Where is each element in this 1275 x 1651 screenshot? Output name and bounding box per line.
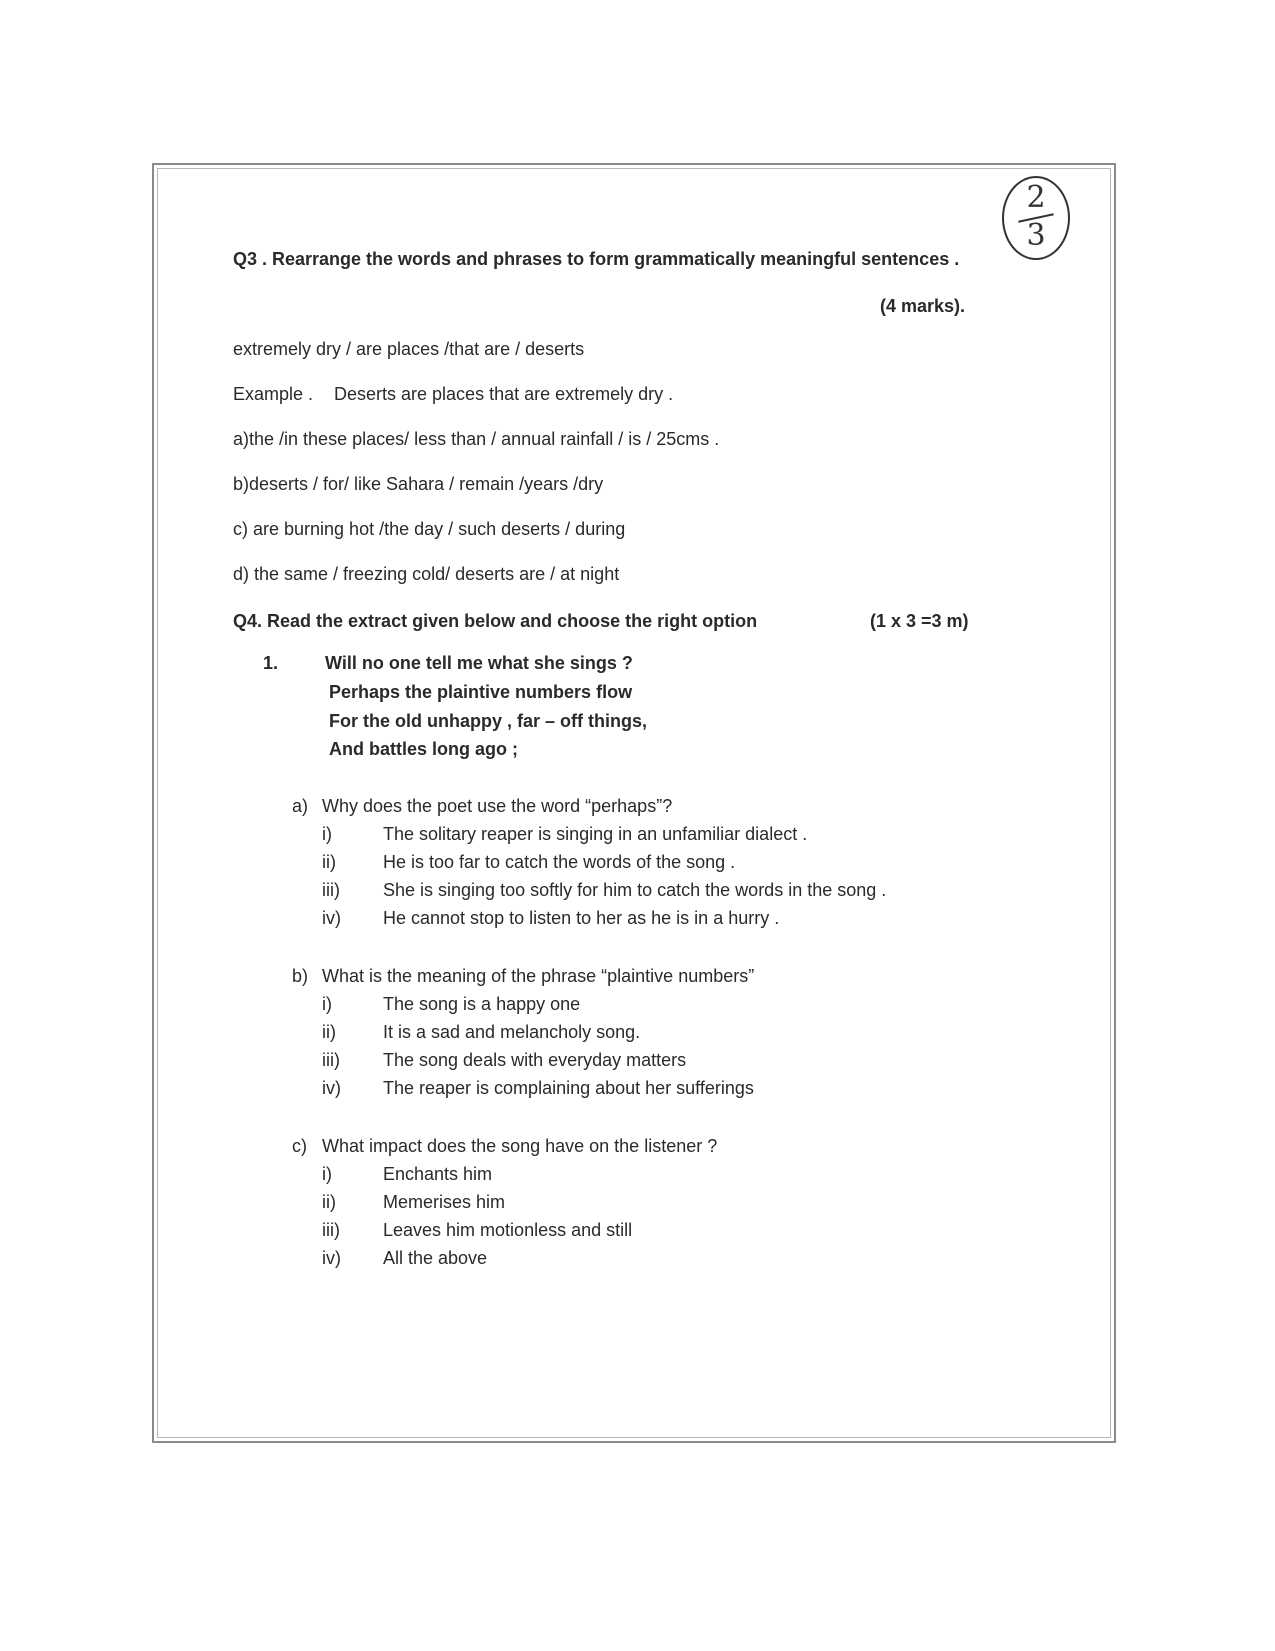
option-number: iii) [322,1050,340,1070]
option-text: It is a sad and melancholy song. [383,1022,641,1042]
option-text: She is singing too softly for him to catch the words in the song . [383,880,887,900]
option-text: He cannot stop to listen to her as he is in a hurry . [383,908,780,928]
option-number: iv) [322,1078,341,1098]
poem-line: Perhaps the plaintive numbers flow [329,682,633,702]
poem-line: Will no one tell me what she sings ? [325,653,633,673]
option-number: i) [322,1164,332,1184]
q3-prompt: extremely dry / are places /that are / deserts [233,339,585,359]
q3-marks: (4 marks). [880,296,966,316]
q3-example-text: Deserts are places that are extremely dry . [334,384,674,404]
q3-item: d) the same / freezing cold/ deserts are / at night [233,564,620,584]
option-text: The reaper is complaining about her sufferings [383,1078,754,1098]
q4-marks: (1 x 3 =3 m) [870,611,969,631]
option-number: i) [322,824,332,844]
extract-number: 1. [263,653,279,673]
question-label: b) [292,966,309,986]
question-label: c) [292,1136,307,1156]
q3-item: a)the /in these places/ less than / annual rainfall / is / 25cms . [233,429,720,449]
option-text: He is too far to catch the words of the song . [383,852,736,872]
option-number: iii) [322,880,340,900]
option-text: All the above [383,1248,488,1268]
page-number: 2 [1026,180,1046,215]
q3-example-label: Example . [233,384,314,404]
option-text: The song is a happy one [383,994,581,1014]
option-text: The song deals with everyday matters [383,1050,687,1070]
page-number-mark [1002,176,1070,260]
option-number: iv) [322,908,341,928]
option-number: iv) [322,1248,341,1268]
option-number: ii) [322,1022,336,1042]
poem-line: For the old unhappy , far – off things, [329,711,647,731]
option-number: i) [322,994,332,1014]
q3-title: Q3 . Rearrange the words and phrases to form grammatically meaningful sentences . [233,249,960,269]
question-text: What is the meaning of the phrase “plaintive numbers” [322,966,755,986]
poem-line: And battles long ago ; [329,739,518,759]
q3-item: b)deserts / for/ like Sahara / remain /years /dry [233,474,604,494]
option-number: iii) [322,1220,340,1240]
option-number: ii) [322,852,336,872]
question-text: Why does the poet use the word “perhaps”? [322,796,673,816]
q3-item: c) are burning hot /the day / such deserts / during [233,519,626,539]
option-text: The solitary reaper is singing in an unfamiliar dialect . [383,824,808,844]
option-text: Leaves him motionless and still [383,1220,633,1240]
page-total: 3 [1026,218,1046,253]
q4-title: Q4. Read the extract given below and choose the right option [233,611,758,631]
question-label: a) [292,796,309,816]
option-number: ii) [322,1192,336,1212]
question-text: What impact does the song have on the listener ? [322,1136,718,1156]
option-text: Memerises him [383,1192,506,1212]
option-text: Enchants him [383,1164,493,1184]
